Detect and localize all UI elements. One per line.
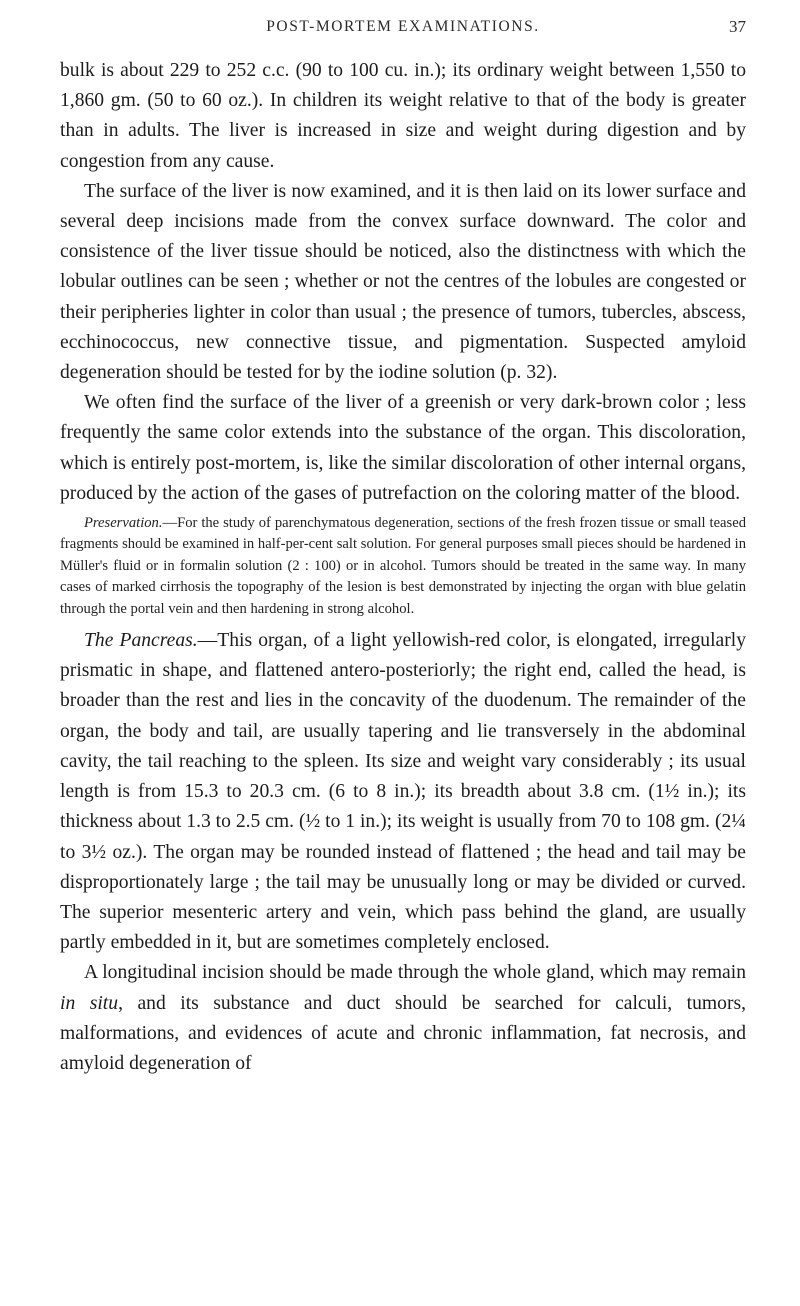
book-page: [60, 0, 746, 1079]
paragraph-pancreas: [60, 626, 746, 958]
paragraph-liver-bulk: bulk is about 229 to 252 c.c. (90 to 100 cu. in.); its ordinary weight between 1,550 to 1,860 gm. (50 to 60 oz.). In children its weight relative to that of the body is greater than in adults. The liver is increased in size and weight during digestion and by congestion from any cause.: [60, 60, 746, 172]
body-text: [60, 56, 746, 509]
preservation-paragraph: [60, 513, 746, 620]
pancreas-section: [60, 626, 746, 1079]
running-title: POST-MORTEM EXAMINATIONS.: [266, 18, 540, 35]
pancreas-heading: The Pancreas.: [84, 630, 198, 652]
paragraph-pancreas-incision: [60, 958, 746, 1079]
paragraph-liver-discoloration: We often find the surface of the liver of a greenish or very dark-brown color ; less frequently the same color extends into the substance of the organ. This discoloration, which is entirely post-mortem, is, like the similar discoloration of other internal organs, produced by the action of the gases of putrefaction on the coloring matter of the blood.: [60, 392, 746, 504]
incision-text-before: A longitudinal incision should be made through the whole gland, which may remain: [84, 962, 746, 984]
page-number: 37: [729, 17, 746, 36]
preservation-heading: Preservation.: [84, 515, 163, 532]
paragraph-liver-surface: The surface of the liver is now examined, and it is then laid on its lower surface and several deep incisions made from the convex surface downward. The color and consistence of the liver tissue should be noticed, also the distinctness with which the lobular outlines can be seen ; whether or not the centres of the lobules are congested or their peripheries lighter in color than usual ; the presence of tumors, tubercles, abscess, ecchinococcus, new connective tissue, and pigmentation. Suspected amyloid degeneration should be tested for by the iodine solution (p. 32).: [60, 180, 746, 384]
incision-text-after: , and its substance and duct should be searched for calculi, tumors, malformations, and evidences of acute and chronic inflammation, fat necrosis, and amyloid degeneration of: [60, 992, 747, 1074]
preservation-note: [60, 513, 746, 620]
pancreas-text: —This organ, of a light yellowish-red color, is elongated, irregularly prismatic in shape, and flattened antero-posteriorly; the right end, called the head, is broader than the rest and lies in the concavity of the duodenum. The remainder of the organ, the body and tail, are usually tapering and lie transversely in the abdominal cavity, the tail reaching to the spleen. Its size and weight vary considerably ; its usual length is from 15.3 to 20.3 cm. (6 to 8 in.); its breadth about 3.8 cm. (1½ in.); its thickness about 1.3 to 2.5 cm. (½ to 1 in.); its weight is usually from 70 to 108 gm. (2¼ to 3½ oz.). The organ may be rounded instead of flattened ; the head and tail may be disproportionately large ; the tail may be unusually long or may be divided or curved. The superior mesenteric artery and vein, which pass behind the gland, are usually partly embedded in it, but are sometimes completely enclosed.: [60, 630, 747, 954]
preservation-text: —For the study of parenchymatous degeneration, sections of the fresh frozen tissue or small teased fragments should be examined in half-per-cent salt solution. For general purposes small pieces should be hardened in Müller's fluid or in formalin solution (2 : 100) or in alcohol. Tumors should be treated in the same way. In many cases of marked cirrhosis the topography of the lesion is best demonstrated by injecting the organ with blue gelatin through the portal vein and then hardening in strong alcohol.: [60, 515, 746, 617]
incision-text-italic: in situ: [60, 992, 119, 1014]
running-head: [60, 0, 746, 56]
